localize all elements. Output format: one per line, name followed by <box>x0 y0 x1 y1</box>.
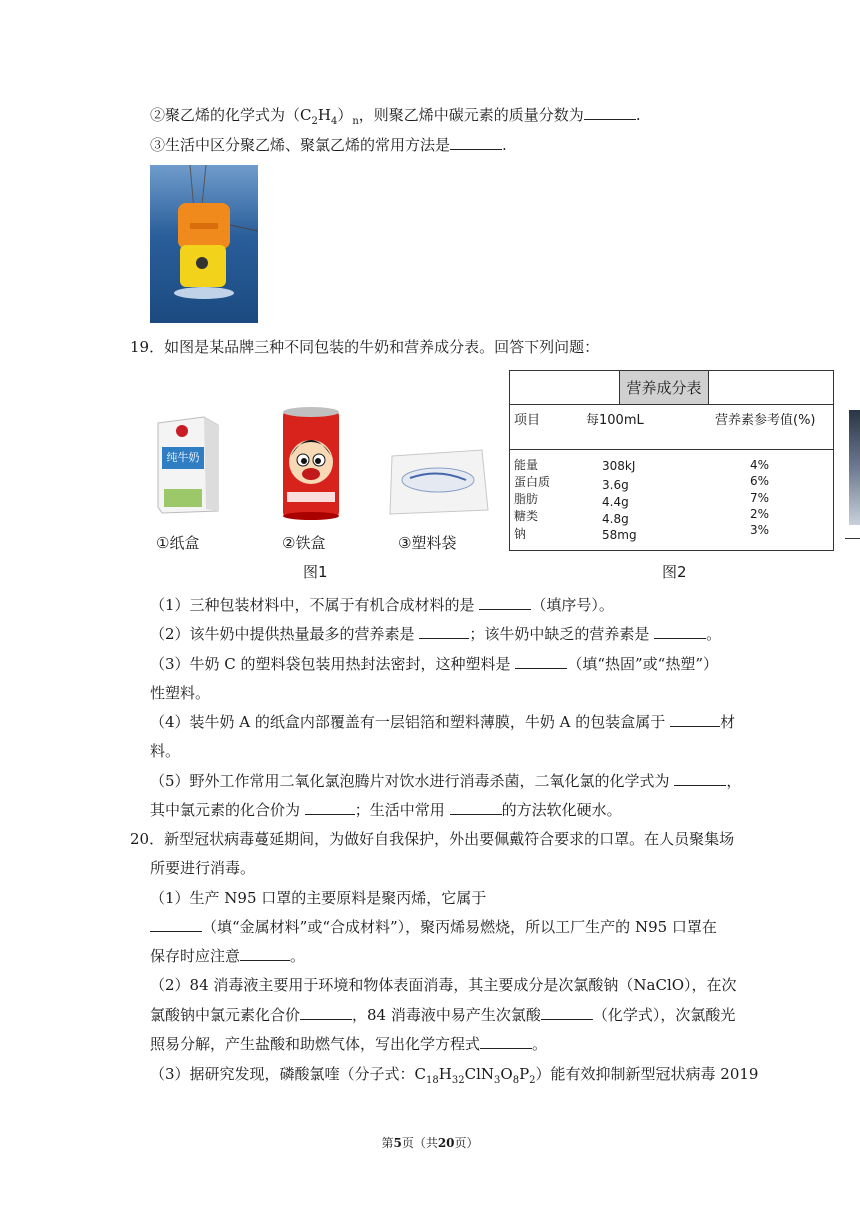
buoy-photo <box>150 165 258 323</box>
partial-caption-mark <box>845 538 860 539</box>
row-nrv: 6% <box>750 474 770 488</box>
milk-can-image <box>279 404 343 522</box>
milk-bag-image <box>386 446 490 518</box>
q20-intro-cont: 所要进行消毒。 <box>150 859 256 877</box>
row-amount: 4.4g <box>602 495 629 509</box>
row-item: 糖类 <box>514 509 539 523</box>
fig1-label-bag: ③塑料袋 <box>398 534 457 552</box>
row-item: 能量 <box>514 458 539 472</box>
q20-part-2-end: 照易分解，产生盐酸和助燃气体，写出化学方程式 。 <box>150 1035 548 1053</box>
row-amount: 58mg <box>602 528 637 542</box>
q20-part-1: （1）生产 N95 口罩的主要原料是聚丙烯，它属于 <box>150 889 487 907</box>
row-nrv: 7% <box>750 491 770 505</box>
row-amount: 308kJ <box>602 459 636 473</box>
row-amount: 4.8g <box>602 512 629 526</box>
q18-line-2: ②聚乙烯的化学式为$(C_2H_4)_n$，则聚乙烯中碳元素的质量分数为 . <box>150 106 641 127</box>
q19-part-4-cont: 料。 <box>150 742 181 760</box>
row-item: 脂肪 <box>514 492 539 506</box>
partial-image <box>849 410 860 525</box>
q20-intro: 20．新型冠状病毒蔓延期间，为做好自我保护，外出要佩戴符合要求的口罩。在人员聚集场 <box>130 830 735 848</box>
row-nrv: 3% <box>750 523 770 537</box>
page-footer: 第5页（共20页） <box>381 1136 479 1150</box>
q19-part-3-cont: 性塑料。 <box>150 684 211 702</box>
nutrition-table-title: 营养成分表 <box>619 371 709 404</box>
q20-part-1-end: 保存时应注意 。 <box>150 947 306 965</box>
carton-label: 纯牛奶 <box>166 451 200 464</box>
header-amount: 每100mL <box>586 413 644 428</box>
row-nrv: 4% <box>750 458 770 472</box>
q20-part-3: （3）据研究发现，磷酸氯喹（分子式：$C_{18}H_{32}ClN_3O_8P_2$）能有效抑制新型冠状病毒 2019 <box>150 1065 759 1086</box>
fig1-label-carton: ①纸盒 <box>156 534 200 552</box>
row-item: 钠 <box>514 527 527 541</box>
row-nrv: 2% <box>750 507 770 521</box>
q18-line-3: ③生活中区分聚乙烯、聚氯乙烯的常用方法是 . <box>150 136 507 154</box>
q19-part-4: （4）装牛奶 A 的纸盒内部覆盖有一层铝箔和塑料薄膜，牛奶 A 的包装盒属于 材 <box>150 713 736 731</box>
row-item: 蛋白质 <box>514 475 551 489</box>
q19-part-1: （1）三种包装材料中，不属于有机合成材料的是 （填序号）。 <box>150 596 614 614</box>
q20-part-2: （2）84 消毒液主要用于环境和物体表面消毒，其主要成分是次氯酸钠（NaClO），在次 <box>150 976 737 994</box>
header-item: 项目 <box>514 413 541 428</box>
nutrition-table <box>509 370 834 551</box>
fig2-caption: 图2 <box>662 563 687 581</box>
table-divider <box>510 449 833 450</box>
q19-part-2: （2）该牛奶中提供热量最多的营养素是 ；该牛奶中缺乏的营养素是 。 <box>150 625 722 643</box>
q19-part-5-cont: 其中氯元素的化合价为 ；生活中常用 的方法软化硬水。 <box>150 801 622 819</box>
table-divider <box>510 404 833 405</box>
q19-part-5: （5）野外工作常用二氧化氯泡腾片对饮水进行消毒杀菌，二氧化氯的化学式为 ， <box>150 772 742 790</box>
fig1-label-can: ②铁盒 <box>282 534 326 552</box>
q19-part-3: （3）牛奶 C 的塑料袋包装用热封法密封，这种塑料是 （填“热固”或“热塑”） <box>150 655 719 673</box>
fig1-caption: 图1 <box>303 563 328 581</box>
milk-carton-image <box>152 411 220 515</box>
q20-part-1-cont: （填“金属材料”或“合成材料”），聚丙烯易燃烧，所以工厂生产的 N95 口罩在 <box>150 917 717 937</box>
q20-part-2-cont: 氯酸钠中氯元素化合价 ，84 消毒液中易产生次氯酸 （化学式），次氯酸光 <box>150 1006 736 1024</box>
q19-intro: 19．如图是某品牌三种不同包装的牛奶和营养成分表。回答下列问题： <box>130 338 600 356</box>
header-nrv: 营养素参考值(%) <box>715 413 816 428</box>
row-amount: 3.6g <box>602 478 629 492</box>
